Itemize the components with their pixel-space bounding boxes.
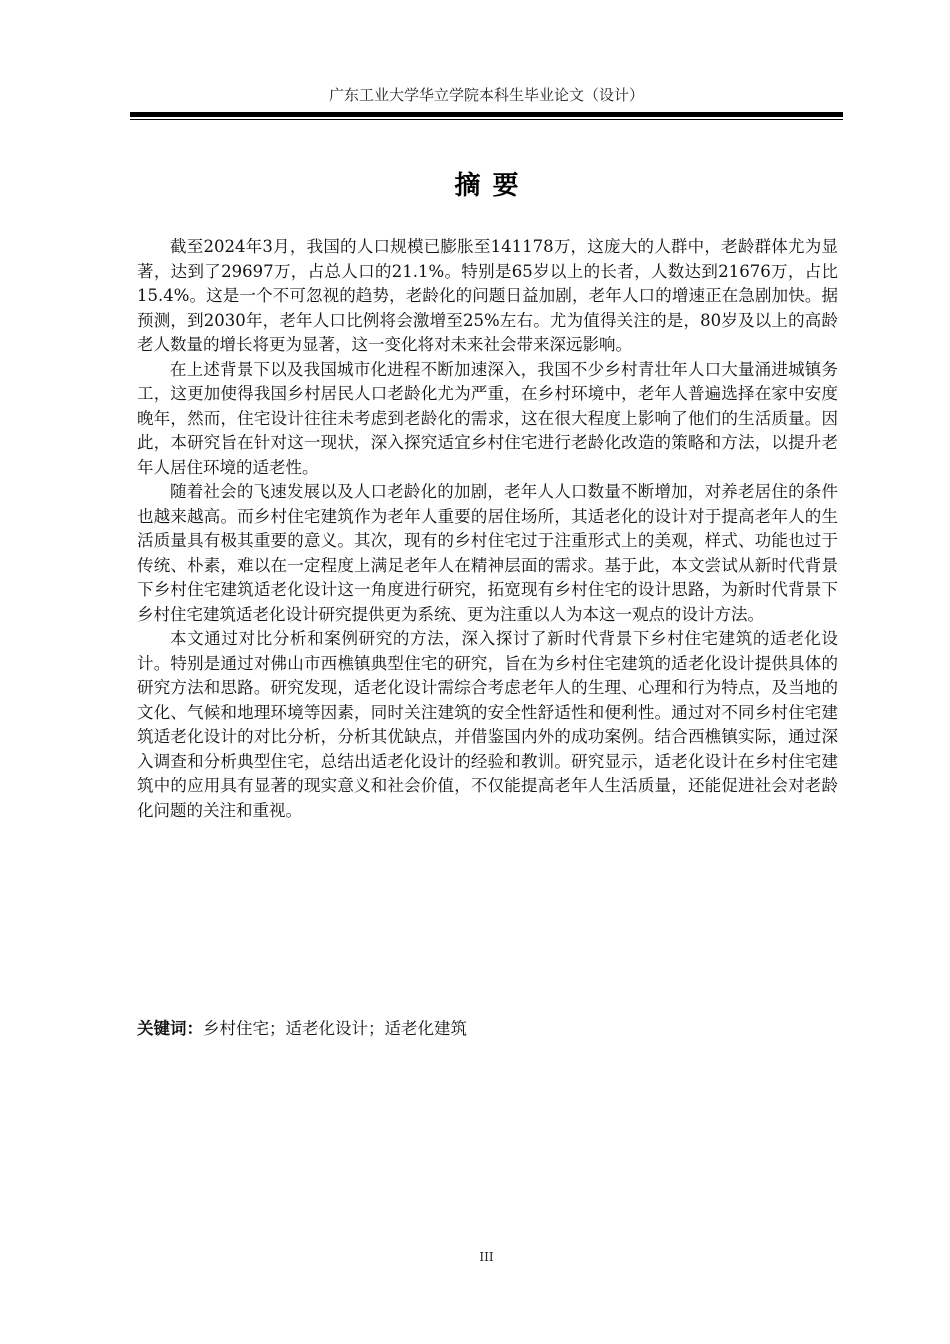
abstract-paragraph: 本文通过对比分析和案例研究的方法，深入探讨了新时代背景下乡村住宅建筑的适老化设计。特别是通过对佛山市西樵镇典型住宅的研究，旨在为乡村住宅建筑的适老化设计提供具体的研究方法和思路。研究发现，适老化设计需综合考虑老年人的生理、心理和行为特点，及当地的文化、气候和地理环境等因素，同时关注建筑的安全性舒适性和便利性。通过对不同乡村住宅建筑适老化设计的对比分析，分析其优缺点，并借鉴国内外的成功案例。结合西樵镇实际，通过深入调查和分析典型住宅，总结出适老化设计的经验和教训。研究显示，适老化设计在乡村住宅建筑中的应用具有显著的现实意义和社会价值，不仅能提高老年人生活质量，还能促进社会对老龄化问题的关注和重视。 <box>137 629 838 820</box>
keywords-label: 关键词： <box>137 1019 203 1038</box>
abstract-title: 摘要 <box>454 171 531 201</box>
abstract-paragraph: 随着社会的飞速发展以及人口老龄化的加剧，老年人人口数量不断增加，对养老居住的条件也越来越高。而乡村住宅建筑作为老年人重要的居住场所，其适老化的设计对于提高老年人的生活质量具有极其重要的意义。其次，现有的乡村住宅过于注重形式上的美观，样式、功能也过于传统、朴素，难以在一定程度上满足老年人在精神层面的需求。基于此，本文尝试从新时代背景下乡村住宅建筑适老化设计这一角度进行研究，拓宽现有乡村住宅的设计思路，为新时代背景下乡村住宅建筑适老化设计研究提供更为系统、更为注重以人为本这一观点的设计方法。 <box>137 482 838 624</box>
keywords-value: 乡村住宅；适老化设计；适老化建筑 <box>203 1019 467 1038</box>
header-rule-thick <box>130 112 843 117</box>
abstract-body <box>137 235 838 823</box>
running-header: 广东工业大学华立学院本科生毕业论文（设计） <box>328 86 644 104</box>
page-number: III <box>479 1250 494 1264</box>
keywords-line <box>137 1017 838 1041</box>
header-rule-thin <box>130 119 843 120</box>
abstract-paragraph: 在上述背景下以及我国城市化进程不断加速深入，我国不少乡村青壮年人口大量涌进城镇务工，这更加使得我国乡村居民人口老龄化尤为严重，在乡村环境中，老年人普遍选择在家中安度晚年，然而，住宅设计往往未考虑到老龄化的需求，这在很大程度上影响了他们的生活质量。因此，本研究旨在针对这一现状，深入探究适宜乡村住宅进行老龄化改造的策略和方法，以提升老年人居住环境的适老性。 <box>137 359 838 477</box>
abstract-paragraph: 截至2024年3月，我国的人口规模已膨胀至141178万，这庞大的人群中，老龄群体尤为显著，达到了29697万，占总人口的21.1%。特别是65岁以上的长者，人数达到21676万，占比15.4%。这是一个不可忽视的趋势，老龄化的问题日益加剧，老年人口的增速正在急剧加快。据预测，到2030年，老年人口比例将会激增至25%左右。尤为值得关注的是，80岁及以上的高龄老人数量的增长将更为显著，这一变化将对未来社会带来深远影响。 <box>137 237 838 354</box>
